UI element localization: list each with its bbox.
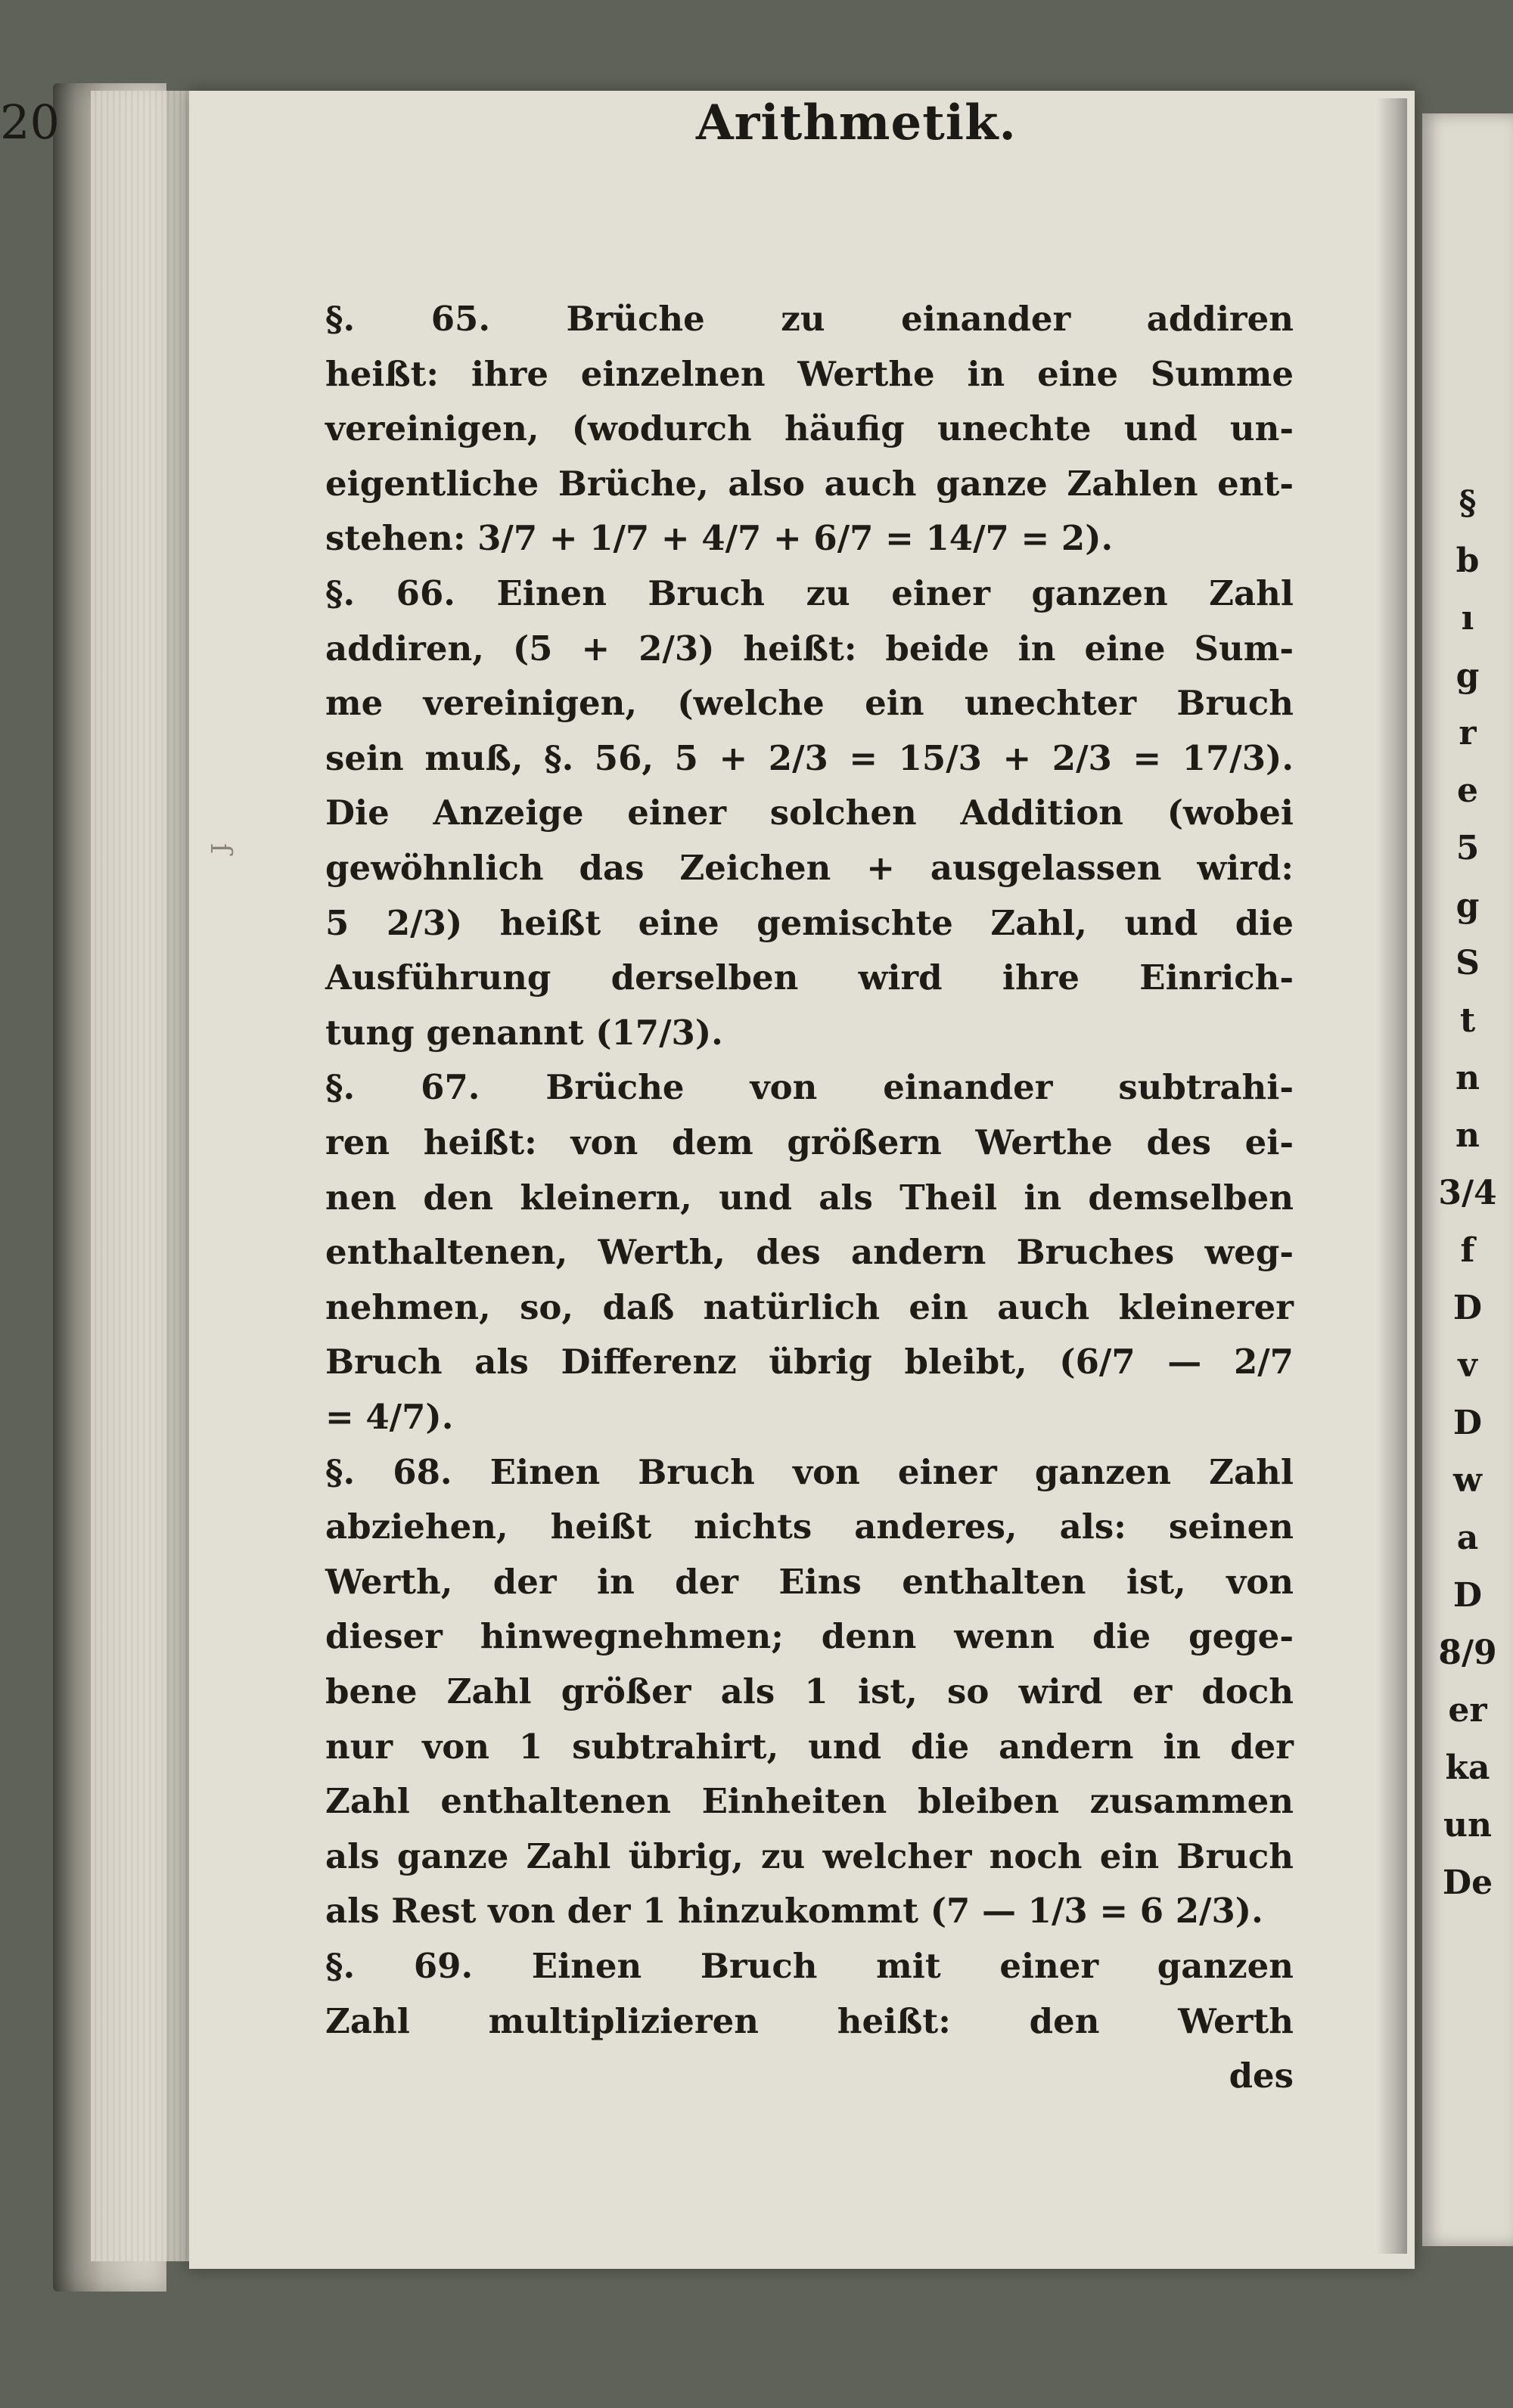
text-line: addiren, (5 + 2/3) heißt: beide in eine Sum- (325, 628, 1294, 669)
facing-page-fragment: w (1453, 1461, 1482, 1500)
facing-page-fragment: b (1456, 541, 1480, 580)
text-line: Zahl multiplizieren heißt: den Werth (325, 2000, 1294, 2041)
text-line: §. 67. Brüche von einander subtrahi- (325, 1067, 1294, 1108)
text-line: nur von 1 subtrahirt, und die andern in der (325, 1726, 1294, 1767)
facing-page-fragment: un (1443, 1806, 1492, 1845)
text-line: §. 66. Einen Bruch zu einer ganzen Zahl (325, 573, 1294, 613)
text-line: me vereinigen, (welche ein unechter Bruch (325, 683, 1294, 724)
text-line: eigentliche Brüche, also auch ganze Zahlen ent- (325, 463, 1294, 504)
facing-page-fragment: f (1460, 1231, 1475, 1270)
text-line: dieser hinwegnehmen; denn wenn die gege- (325, 1616, 1294, 1657)
page-number: 20 (0, 95, 60, 150)
page-stack (91, 91, 204, 2261)
text-line: §. 65. Brüche zu einander addiren (325, 299, 1294, 339)
facing-page-fragment: De (1442, 1863, 1493, 1902)
facing-page-fragment: r (1459, 714, 1477, 752)
facing-page-fragment: v (1458, 1346, 1477, 1385)
facing-page-fragment: n (1456, 1116, 1480, 1155)
facing-page-fragment: g (1456, 656, 1480, 695)
text-line: als ganze Zahl übrig, zu welcher noch ein Bruch (325, 1835, 1294, 1876)
facing-page-fragment: g (1456, 886, 1480, 925)
text-line: nen den kleinern, und als Theil in demselben (325, 1177, 1294, 1218)
text-line: Die Anzeige einer solchen Addition (wobei (325, 793, 1294, 833)
facing-page-fragment: § (1459, 484, 1477, 523)
facing-page-fragment: 8/9 (1438, 1634, 1497, 1672)
facing-page-fragment: ka (1445, 1749, 1490, 1787)
text-line: bene Zahl größer als 1 ist, so wird er doch (325, 1671, 1294, 1711)
page-gutter (1377, 98, 1407, 2254)
facing-page-fragment: ı (1461, 599, 1474, 638)
facing-page-fragment: D (1452, 1289, 1483, 1327)
facing-page-fragment: S (1456, 944, 1480, 982)
text-line: enthaltenen, Werth, des andern Bruches weg- (325, 1232, 1294, 1273)
text-line: sein muß, §. 56, 5 + 2/3 = 15/3 + 2/3 = 17/3). (325, 737, 1294, 778)
facing-page-fragment: D (1452, 1576, 1483, 1615)
text-line: = 4/7). (325, 1397, 454, 1437)
text-line: §. 69. Einen Bruch mit einer ganzen (325, 1946, 1294, 1986)
text-line: 5 2/3) heißt eine gemischte Zahl, und die (325, 902, 1294, 943)
text-line: des (1229, 2056, 1294, 2096)
text-line: Zahl enthaltenen Einheiten bleiben zusammen (325, 1781, 1294, 1822)
facing-page-fragment: t (1459, 1001, 1476, 1040)
facing-page-fragment: n (1456, 1059, 1480, 1097)
facing-page-fragment: D (1452, 1404, 1483, 1442)
text-line: vereinigen, (wodurch häufig unechte und un- (325, 408, 1294, 449)
text-line: §. 68. Einen Bruch von einer ganzen Zahl (325, 1451, 1294, 1492)
facing-page-fragment: 5 (1456, 829, 1480, 867)
text-line: stehen: 3/7 + 1/7 + 4/7 + 6/7 = 14/7 = 2). (325, 518, 1114, 559)
text-line: tung genannt (17/3). (325, 1012, 723, 1053)
facing-page-fragment: e (1457, 771, 1478, 810)
text-line: abziehen, heißt nichts anderes, als: seinen (325, 1507, 1294, 1547)
facing-page-fragment: a (1456, 1519, 1479, 1557)
margin-annotation-icon: ſ (204, 842, 238, 855)
body-text (325, 299, 1294, 2110)
text-line: als Rest von der 1 hinzukommt (7 — 1/3 = 6 2/3). (325, 1891, 1263, 1932)
text-line: gewöhnlich das Zeichen + ausgelassen wird: (325, 848, 1294, 888)
text-line: ren heißt: von dem größern Werthe des ei- (325, 1122, 1294, 1162)
facing-page (1422, 113, 1513, 2246)
text-line: nehmen, so, daß natürlich ein auch kleinerer (325, 1286, 1294, 1327)
text-line: Ausführung derselben wird ihre Einrich- (325, 957, 1294, 998)
running-title: Arithmetik. (696, 95, 1017, 151)
text-line: Bruch als Differenz übrig bleibt, (6/7 — 2/7 (325, 1342, 1294, 1382)
facing-page-fragment: er (1448, 1691, 1487, 1730)
text-line: Werth, der in der Eins enthalten ist, von (325, 1561, 1294, 1602)
text-line: heißt: ihre einzelnen Werthe in eine Summe (325, 353, 1294, 394)
facing-page-fragment: 3/4 (1438, 1174, 1497, 1212)
